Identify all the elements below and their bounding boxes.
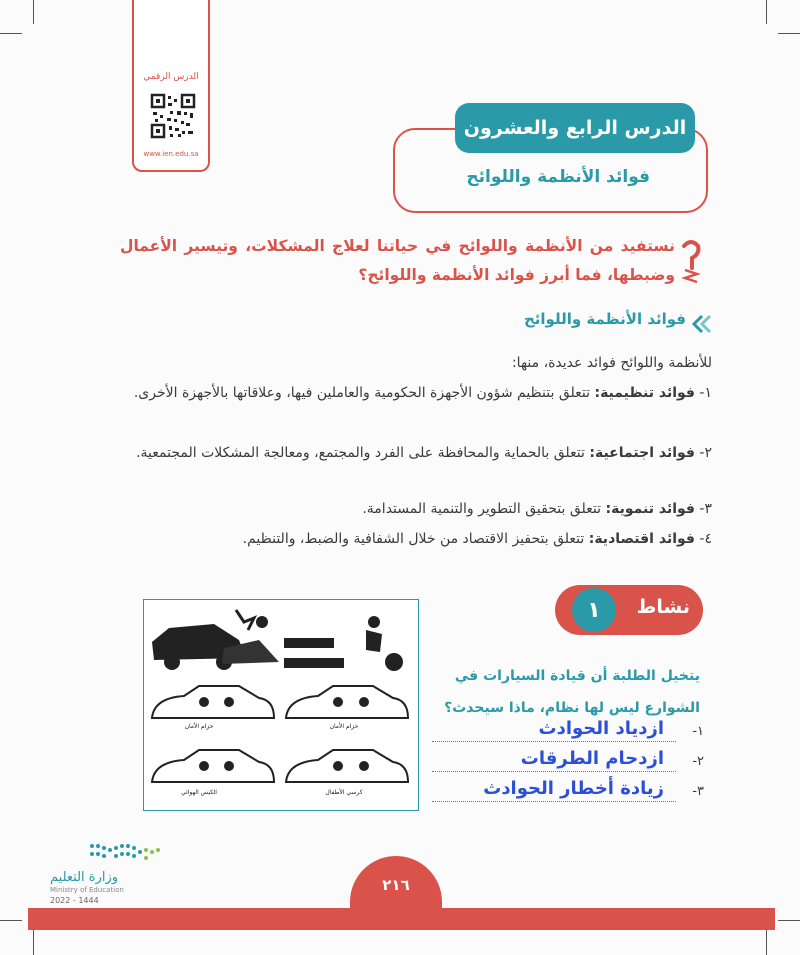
- page-number: ٢١٦: [382, 876, 410, 894]
- caption-child-seat: كرسي الأطفال: [325, 789, 363, 796]
- answer-text[interactable]: زيادة أخطار الحوادث: [483, 778, 664, 799]
- caption-airbag: الكيس الهوائي: [181, 789, 217, 796]
- answer-line: [432, 741, 676, 742]
- ministry-name-en: Ministry of Education: [50, 886, 124, 894]
- double-chevron-icon: [690, 314, 712, 334]
- activity-prompt: يتخيل الطلبة أن قيادة السيارات في الشوارع ليس لها نظام، ماذا سيحدث؟: [444, 668, 700, 716]
- activity-label: نشاط: [636, 596, 690, 618]
- question-mark-icon: [680, 238, 702, 286]
- ministry-dots-icon: [50, 840, 170, 870]
- digital-lesson-tag[interactable]: [132, 0, 210, 172]
- list-item: ١- فوائد تنظيمية: تتعلق بتنظيم شؤون الأجهزة الحكومية والعاملين فيها، وعلاقاتها بالأجهزة الأخرى.: [133, 385, 712, 401]
- answer-number: ٢-: [692, 754, 704, 769]
- section-heading: فوائد الأنظمة واللوائح: [523, 310, 686, 328]
- list-item: ٤- فوائد اقتصادية: تتعلق بتحفيز الاقتصاد من خلال الشفافية والضبط، والتنظيم.: [242, 531, 712, 547]
- digital-lesson-url[interactable]: www.ien.edu.sa: [143, 150, 199, 158]
- section-lead: للأنظمة واللوائح فوائد عديدة، منها:: [511, 355, 712, 371]
- footer-band: [28, 908, 775, 930]
- caption-seatbelt-1: حزام الأمان: [184, 723, 214, 730]
- answer-field-3[interactable]: [432, 778, 704, 808]
- digital-lesson-label: الدرس الرقمي: [143, 72, 199, 82]
- caption-seatbelt-2: حزام الأمان: [329, 723, 359, 730]
- answer-number: ١-: [692, 724, 704, 739]
- activity-number: ١: [572, 588, 616, 632]
- intro-question: نستفيد من الأنظمة واللوائح في حياتنا لعلاج المشكلات، وتيسير الأعمال وضبطها، فما أبرز فوائد الأنظمة واللوائح؟: [120, 237, 675, 284]
- car-safety-drawing: [144, 600, 417, 809]
- answer-field-2[interactable]: [432, 748, 704, 778]
- list-item: ٣- فوائد تنموية: تتعلق بتحقيق التطوير والتنمية المستدامة.: [362, 501, 712, 517]
- answer-number: ٣-: [692, 784, 704, 799]
- answer-text[interactable]: ازدياد الحوادث: [538, 718, 664, 739]
- answer-field-1[interactable]: [432, 718, 704, 748]
- ministry-name-ar: وزارة التعليم: [50, 870, 119, 885]
- airbag-person-icon: [366, 616, 403, 671]
- edition-year: 2022 - 1444: [50, 896, 99, 905]
- list-item: ٢- فوائد اجتماعية: تتعلق بالحماية والمحافظة على الفرد والمجتمع، ومعالجة المشكلات المجتمعية.: [136, 445, 712, 461]
- answer-text[interactable]: ازدحام الطرقات: [520, 748, 664, 769]
- car-crash-icon: [152, 610, 279, 670]
- lesson-number-title: الدرس الرابع والعشرون: [455, 103, 695, 153]
- lesson-subtitle: فوائد الأنظمة واللوائح: [466, 167, 650, 187]
- ministry-logo: [50, 840, 170, 905]
- answer-line: [432, 771, 676, 772]
- seat-belt-buckle-icon: [284, 638, 344, 668]
- qr-code-icon[interactable]: [150, 93, 196, 139]
- car-safety-illustration: [143, 599, 419, 811]
- answer-line: [432, 801, 676, 802]
